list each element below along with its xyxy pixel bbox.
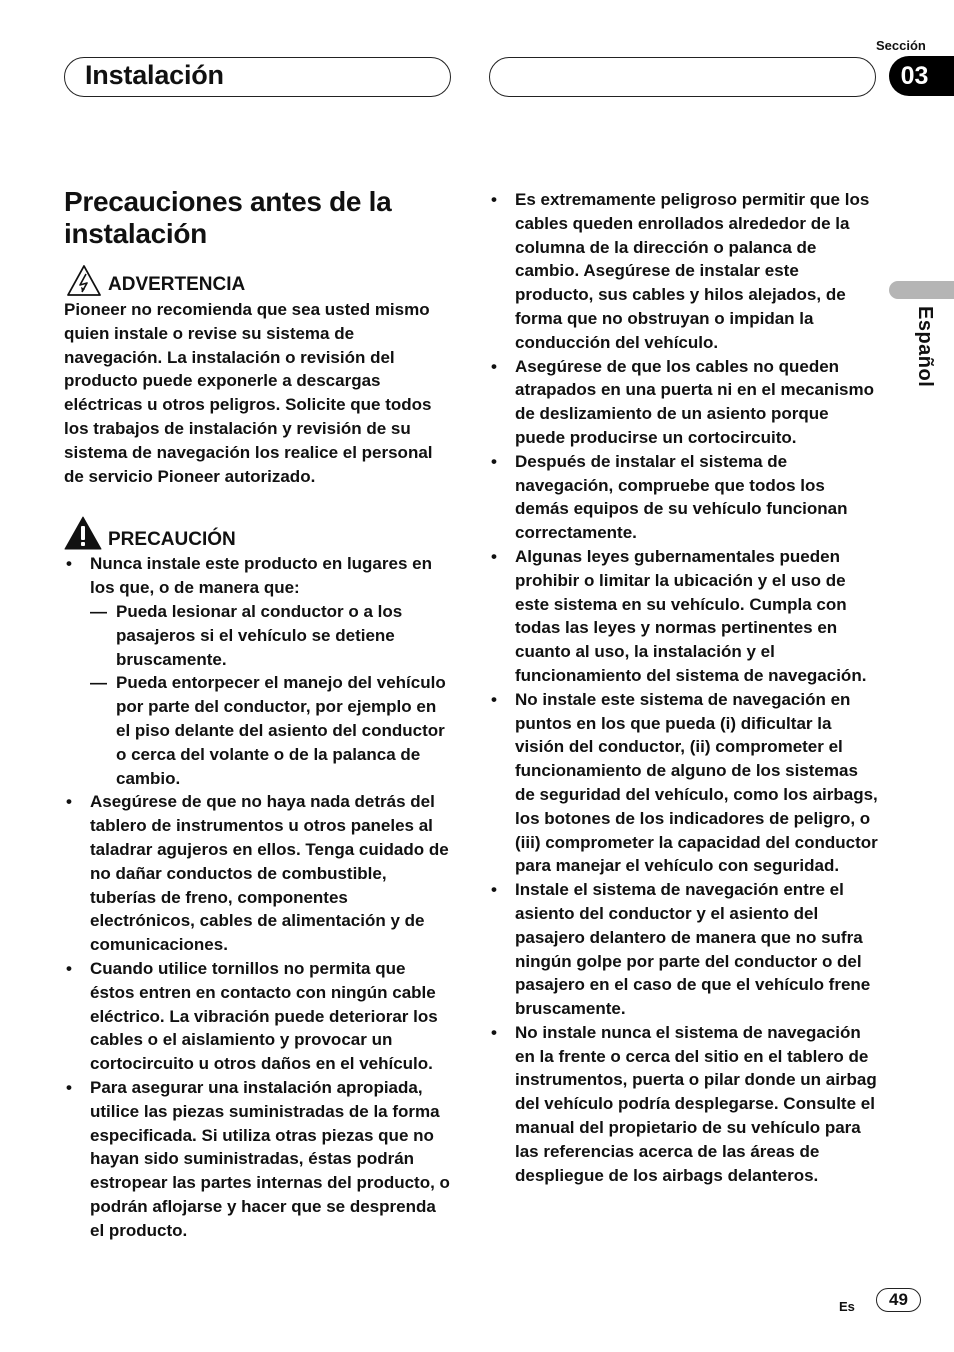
page-heading: Precauciones antes de la instalación: [64, 186, 392, 249]
right-column: [489, 186, 879, 1187]
list-item: [489, 355, 879, 450]
list-item-text: No instale nunca el sistema de navegación en la frente o cerca del sitio en el tablero de instrumentos, puerta o pilar donde un airbag del vehículo podría desplegarse. Consulte el manual del propietario de su vehículo para las referencias acerca de las áreas de despliegue de los airbags delanteros.: [515, 1022, 877, 1185]
caution-triangle-icon: [64, 516, 102, 550]
warning-title: ADVERTENCIA: [108, 274, 246, 295]
list-item-text: Cuando utilice tornillos no permita que éstos entren en contacto con ningún cable eléctrico. La vibración puede deteriorar los cables o el aislamiento y provocar un cortocircuito u otros daños en el vehículo.: [90, 958, 438, 1074]
chapter-header-box: [64, 57, 451, 97]
dash-glyph: —: [90, 673, 107, 693]
caution-list-left: [64, 552, 454, 1242]
list-item-text: Es extremamente peligroso permitir que los cables queden enrollados alrededor de la columna de la dirección o palanca de cambio. Asegúrese de instalar este producto, sus cables y hilos alejados, de forma que no obstruyan o impidan la conducción del vehículo.: [515, 190, 870, 352]
footer-language-code: Es: [839, 1299, 855, 1314]
list-item-text: Asegúrese de que no haya nada detrás del tablero de instrumentos u otros paneles al taladrar agujeros en ellos. Tenga cuidado de no dañar conductos de combustible, tuberías de freno, componentes electrónicos, cables de alimentación y de comunicaciones.: [90, 792, 449, 955]
list-item-text: Algunas leyes gubernamentales pueden prohibir o limitar la ubicación y el uso de este sistema en su vehículo. Cumpla con todas las leyes y normas pertinentes en cuanto al uso, la instalación y el funcionamiento del sistema de navegación.: [515, 546, 867, 685]
list-item: [64, 790, 454, 957]
header-blank-box: [489, 57, 876, 97]
language-tab-marker: [889, 281, 954, 299]
chapter-title: Instalación: [85, 60, 224, 90]
section-number-badge: 03: [889, 56, 954, 96]
sub-list: [90, 600, 454, 790]
caution-list-right: [489, 188, 879, 1187]
list-item-text: Asegúrese de que los cables no queden atrapados en una puerta ni en el mecanismo de deslizamiento de un asiento porque puede producirse un cortocircuito.: [515, 356, 874, 447]
list-item: [489, 188, 879, 355]
dash-glyph: —: [90, 601, 107, 621]
bullet-glyph: •: [491, 880, 497, 900]
sub-list-item-text: Pueda lesionar al conductor o a los pasajeros si el vehículo se detiene bruscamente.: [116, 601, 403, 669]
bullet-glyph: •: [66, 958, 72, 978]
bullet-glyph: •: [491, 546, 497, 566]
warning-text: Pioneer no recomienda que sea usted mismo quien instale o revise su sistema de navegación. La instalación o revisión del producto puede exponerle a descargas eléctricas u otros peligros. Solicite que todos los trabajos de instalación y revisión de su sistema de navegación los realice el personal de servicio Pioneer autorizado.: [64, 300, 433, 486]
section-label: Sección: [876, 38, 926, 53]
list-item: [489, 878, 879, 1021]
bullet-glyph: •: [491, 451, 497, 471]
list-item-text: Después de instalar el sistema de navegación, compruebe que todos los demás equipos de su vehículo funcionan correctamente.: [515, 451, 848, 543]
list-item: [489, 688, 879, 878]
language-label: Español: [914, 306, 936, 388]
caution-header: [64, 516, 454, 552]
sub-list-item: [90, 600, 454, 671]
caution-title: PRECAUCIÓN: [108, 529, 236, 551]
list-item: [64, 957, 454, 1076]
list-item: [64, 1076, 454, 1243]
bullet-glyph: •: [66, 554, 72, 574]
sub-list-item-text: Pueda entorpecer el manejo del vehículo por parte del conductor, por ejemplo en el piso delante del asiento del conductor o cerca del volante o de la palanca de cambio.: [116, 673, 446, 788]
list-item-text: Nunca instale este producto en lugares en los que, o de manera que:: [90, 554, 432, 598]
list-item-text: Para asegurar una instalación apropiada, utilice las piezas suministradas de la forma especificada. Si utiliza otras piezas que no hayan sido suministradas, éstas podrán estropear las partes internas del producto, o podrán aflojarse y hacer que se desprenda el producto.: [90, 1077, 450, 1240]
bullet-glyph: •: [66, 1077, 72, 1097]
page-number: 49: [876, 1288, 921, 1312]
bullet-glyph: •: [491, 190, 497, 209]
list-item-text: Instale el sistema de navegación entre el asiento del conductor y el asiento del pasajero delantero de manera que no sufra ningún golpe por parte del conductor o del pasajero en el caso de que el vehículo frene bruscamente.: [515, 880, 871, 1019]
bullet-glyph: •: [491, 1022, 497, 1042]
bullet-glyph: •: [491, 689, 497, 709]
list-item-text: No instale este sistema de navegación en puntos en los que pueda (i) dificultar la visión del conductor, (ii) comprometer el funcionamiento de alguno de los sistemas de seguridad del vehículo, como los airbags, los botones de los indicadores de peligro, o (iii) comprometer la capacidad del conductor para manejar el vehículo con seguridad.: [515, 689, 878, 876]
sub-list-item: [90, 671, 454, 790]
bullet-glyph: •: [491, 356, 497, 376]
bullet-glyph: •: [66, 792, 72, 812]
warning-header: [64, 264, 454, 298]
list-item: [489, 1021, 879, 1188]
list-item: [489, 450, 879, 545]
list-item: [64, 552, 454, 790]
list-item: [489, 545, 879, 688]
electric-shock-warning-icon: [66, 264, 102, 297]
left-column: [64, 186, 454, 1242]
